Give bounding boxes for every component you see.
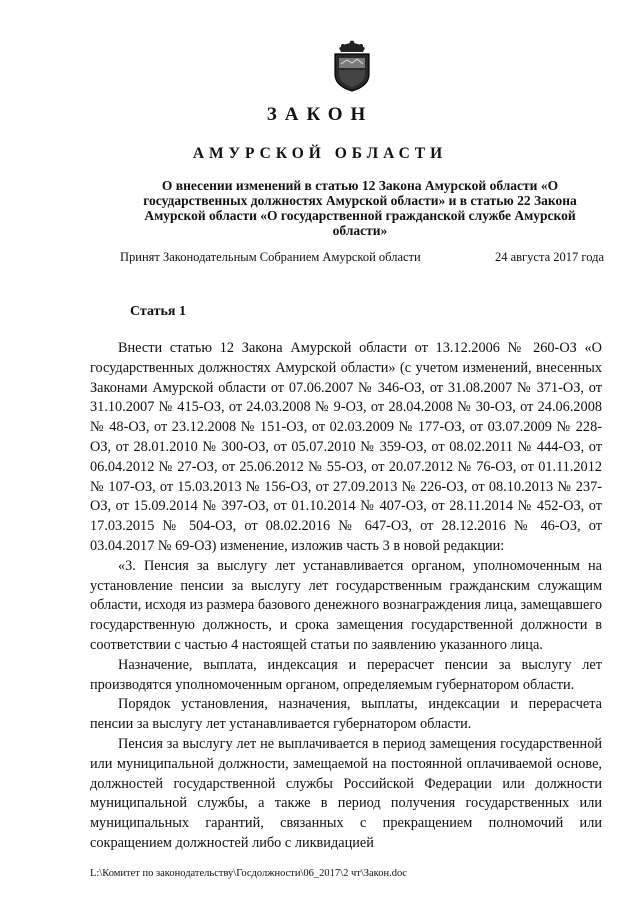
document-title: ЗАКОН bbox=[266, 104, 374, 125]
document-heading: О внесении изменений в статью 12 Закона Амурской области «О государственных должностях Амурской области» и в статью 22 Закона Амурской области «О государственной гражданской службе Амурской области» bbox=[143, 178, 577, 238]
article-paragraph: Назначение, выплата, индексация и перерасчет пенсии за выслугу лет производятся уполномоченным органом, определяемым губернатором области. bbox=[90, 656, 602, 693]
accepted-date: 24 августа 2017 года bbox=[494, 250, 604, 264]
article-paragraph: Пенсия за выслугу лет не выплачивается в период замещения государственной или муниципальной должности, замещаемой на постоянной оплачиваемой основе, должностей государственной службы Российской Федерации или должности муниципальной службы, а также в период получения государственных или муниципальных гарантий, связанных с прекращением полномочий или сокращением должностей либо с ликвидацией bbox=[90, 735, 602, 851]
accepted-by: Принят Законодательным Собранием Амурской области bbox=[120, 250, 421, 264]
article-body bbox=[90, 339, 602, 854]
article-paragraph: Порядок установления, назначения, выплаты, индексации и перерасчета пенсии за выслугу лет устанавливается губернатором области. bbox=[90, 696, 602, 733]
coat-of-arms-icon bbox=[329, 40, 375, 92]
article-paragraph: «3. Пенсия за выслугу лет устанавливается органом, уполномоченным на установление пенсии за выслугу лет государственным гражданским служащим области, исходя из размера базового денежного вознаграждения лица, замещавшего государственную должность, и срока замещения государственной должности в соответствии с частью 4 настоящей статьи по заявлению указанного лица. bbox=[90, 557, 602, 653]
document-region: АМУРСКОЙ ОБЛАСТИ bbox=[192, 145, 448, 162]
article-title: Статья 1 bbox=[130, 304, 186, 319]
file-path-footer: L:\Комитет по законодательству\Госдолжности\06_2017\2 чт\Закон.doc bbox=[90, 868, 407, 879]
article-paragraph: Внести статью 12 Закона Амурской области от 13.12.2006 № 260-ОЗ «О государственных должностях Амурской области» (с учетом изменений, внесенных Законами Амурской области от 07.06.2007 № 346-ОЗ, от 31.08.2007 № 371-ОЗ, от 31.10.2007 № 415-ОЗ, от 24.03.2008 № 9-ОЗ, от 28.04.2008 № 30-ОЗ, от 24.06.2008 № 48-ОЗ, от 23.12.2008 № 151-ОЗ, от 02.03.2009 № 177-ОЗ, от 03.07.2009 № 228-ОЗ, от 28.01.2010 № 300-ОЗ, от 05.07.2010 № 359-ОЗ, от 08.02.2011 № 444-ОЗ, от 06.04.2012 № 27-ОЗ, от 25.06.2012 № 55-ОЗ, от 20.07.2012 № 76-ОЗ, от 01.11.2012 № 107-ОЗ, от 15.03.2013 № 156-ОЗ, от 27.09.2013 № 226-ОЗ, от 08.10.2013 № 237-ОЗ, от 15.09.2014 № 397-ОЗ, от 01.10.2014 № 407-ОЗ, от 28.11.2014 № 452-ОЗ, от 17.03.2015 № 504-ОЗ, от 08.02.2016 № 647-ОЗ, от 28.12.2016 № 46-ОЗ, от 03.04.2017 № 69-ОЗ) изменение, изложив часть 3 в новой редакции: bbox=[90, 340, 602, 554]
